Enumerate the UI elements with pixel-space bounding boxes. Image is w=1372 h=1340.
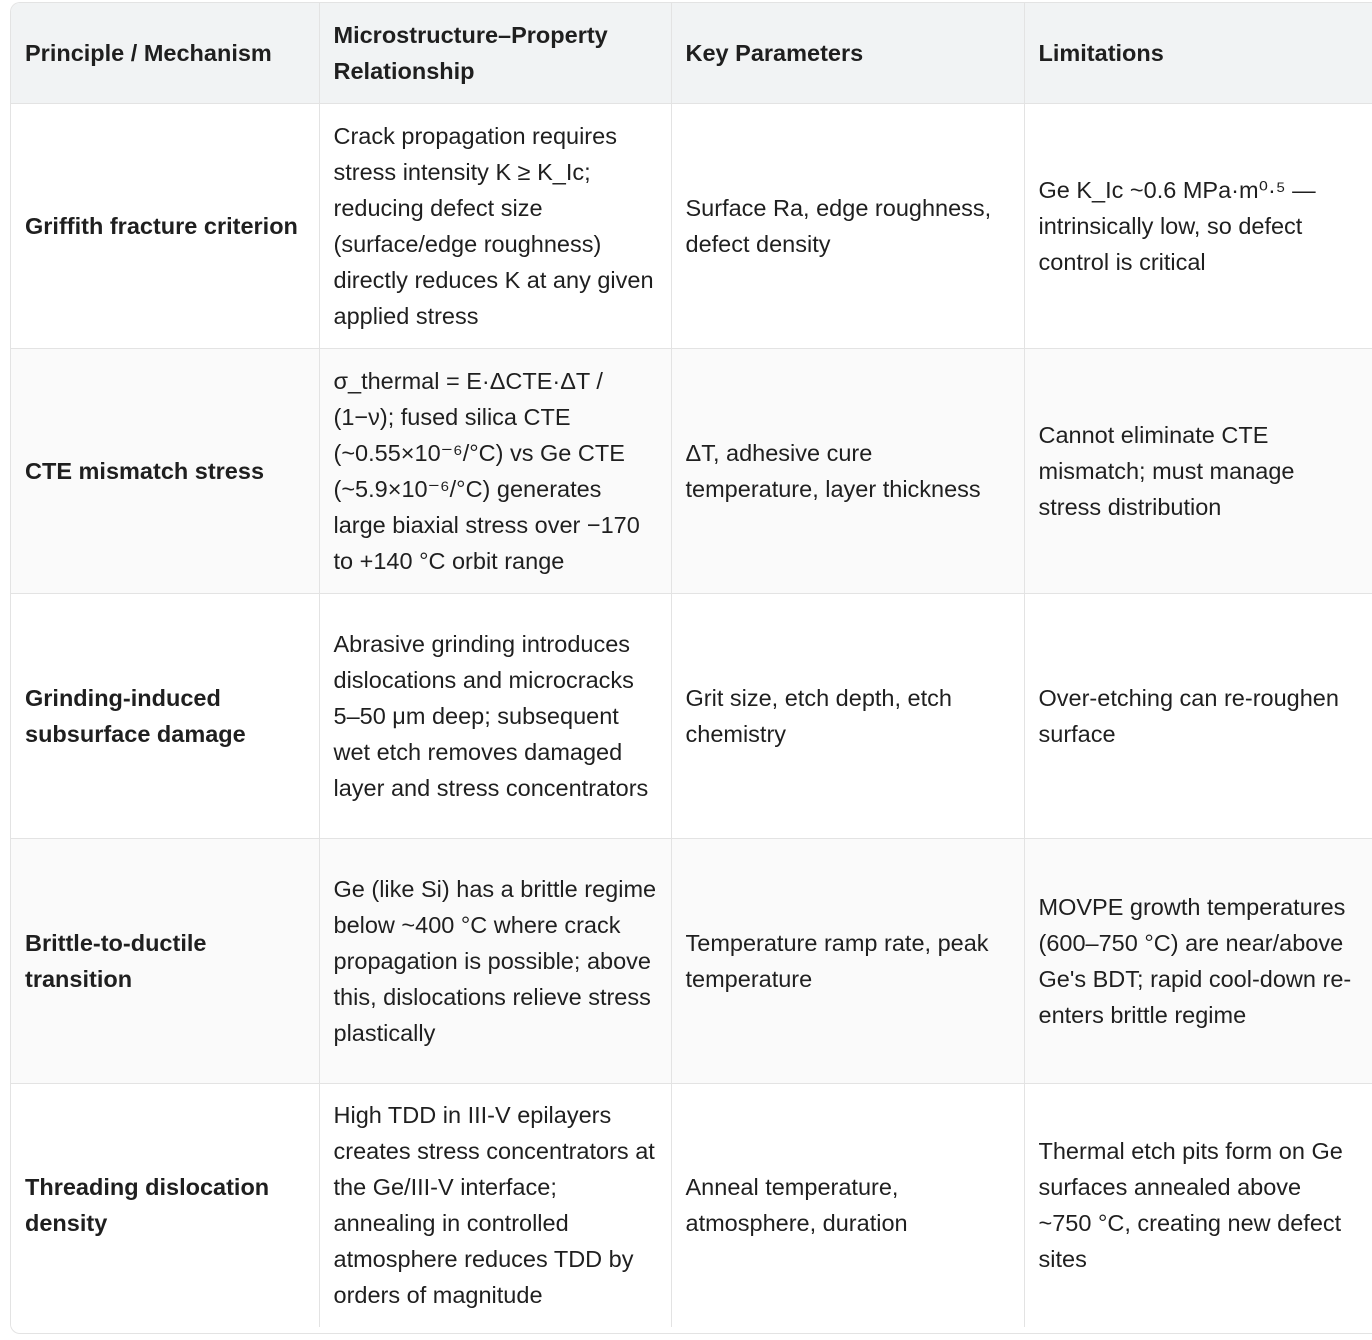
header-row [11,3,1372,103]
cell-limitations: MOVPE growth temperatures (600–750 °C) are near/above Ge's BDT; rapid cool-down re-enters brittle regime [1024,838,1372,1083]
cell-principle: Brittle-to-ductile transition [11,838,319,1083]
table-row [11,103,1372,348]
cell-parameters: Temperature ramp rate, peak temperature [671,838,1024,1083]
cell-principle: Threading dislocation density [11,1083,319,1327]
column-header-relationship: Microstructure–Property Relationship [319,3,671,103]
table-header [11,3,1372,103]
cell-relationship: σ_thermal = E·ΔCTE·ΔT / (1−ν); fused silica CTE (~0.55×10⁻⁶/°C) vs Ge CTE (~5.9×10⁻⁶/°C) generates large biaxial stress over −170 to +140 °C orbit range [319,348,671,593]
cell-parameters: Anneal temperature, atmosphere, duration [671,1083,1024,1327]
cell-relationship: Crack propagation requires stress intensity K ≥ K_Ic; reducing defect size (surface/edge roughness) directly reduces K at any given applied stress [319,103,671,348]
cell-relationship: Abrasive grinding introduces dislocations and microcracks 5–50 μm deep; subsequent wet etch removes damaged layer and stress concentrators [319,593,671,838]
table-row [11,1083,1372,1327]
comparison-table [11,3,1372,1327]
cell-relationship: Ge (like Si) has a brittle regime below ~400 °C where crack propagation is possible; above this, dislocations relieve stress plastically [319,838,671,1083]
cell-parameters: Grit size, etch depth, etch chemistry [671,593,1024,838]
table-body [11,103,1372,1327]
table-row [11,593,1372,838]
column-header-principle: Principle / Mechanism [11,3,319,103]
cell-limitations: Ge K_Ic ~0.6 MPa·m⁰·⁵ — intrinsically low, so defect control is critical [1024,103,1372,348]
comparison-table-container [10,2,1372,1334]
cell-principle: CTE mismatch stress [11,348,319,593]
cell-parameters: ΔT, adhesive cure temperature, layer thickness [671,348,1024,593]
cell-limitations: Cannot eliminate CTE mismatch; must manage stress distribution [1024,348,1372,593]
table-row [11,838,1372,1083]
cell-parameters: Surface Ra, edge roughness, defect density [671,103,1024,348]
cell-principle: Grinding-induced subsurface damage [11,593,319,838]
table-row [11,348,1372,593]
column-header-limitations: Limitations [1024,3,1372,103]
cell-relationship: High TDD in III-V epilayers creates stress concentrators at the Ge/III-V interface; annealing in controlled atmosphere reduces TDD by orders of magnitude [319,1083,671,1327]
cell-limitations: Over-etching can re-roughen surface [1024,593,1372,838]
column-header-parameters: Key Parameters [671,3,1024,103]
cell-principle: Griffith fracture criterion [11,103,319,348]
cell-limitations: Thermal etch pits form on Ge surfaces annealed above ~750 °C, creating new defect sites [1038,1138,1343,1273]
